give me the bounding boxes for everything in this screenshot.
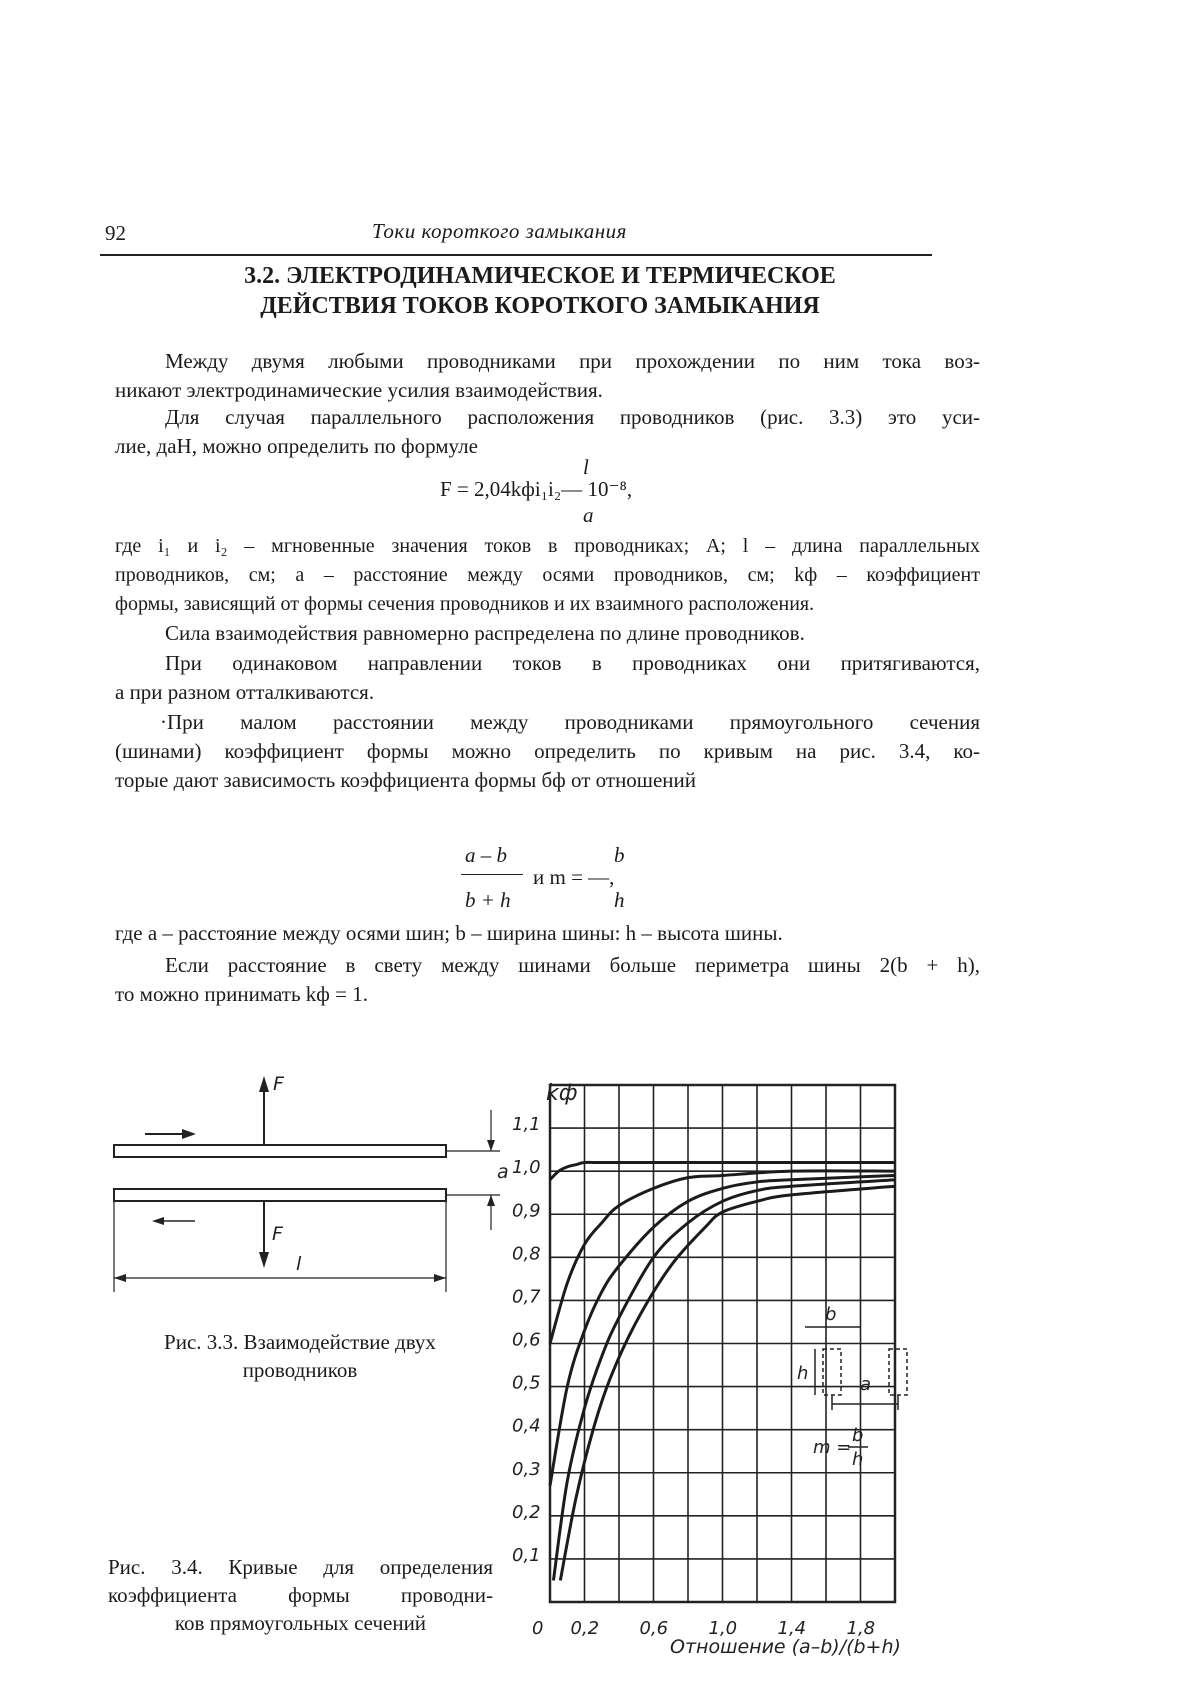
- running-title: Токи короткого замыкания: [372, 219, 627, 243]
- inset-bus-right: [889, 1349, 907, 1395]
- y-tick-label: 0,5: [512, 1372, 541, 1394]
- header-rule: [100, 254, 932, 256]
- section-title-line-2: ДЕЙСТВИЯ ТОКОВ КОРОТКОГО ЗАМЫКАНИЯ: [260, 293, 820, 319]
- label-force-top: F: [273, 1073, 284, 1095]
- label-length-l: l: [296, 1253, 302, 1275]
- inset-label-b: b: [825, 1304, 837, 1325]
- dim-a-arrow-top: [487, 1140, 495, 1151]
- formula-2-denominator-2: h: [614, 888, 625, 912]
- paragraph-2: [115, 403, 980, 461]
- y-tick-label: 0,9: [512, 1200, 541, 1222]
- curve-4: [553, 1180, 895, 1581]
- conductor-top: [114, 1145, 446, 1157]
- paragraph-3: [115, 532, 980, 619]
- current-arrowhead-bottom: [152, 1217, 164, 1225]
- inset-formula-h: h: [852, 1449, 864, 1470]
- inset-formula-m: m =: [813, 1437, 852, 1458]
- figure-3-4-caption: [108, 1553, 493, 1637]
- x-tick-label: 1,0: [708, 1618, 738, 1639]
- paragraph-2-line-2: лие, даН, можно определить по формуле: [115, 434, 478, 458]
- y-tick-label: 0,6: [512, 1329, 541, 1351]
- paragraph-3-line-1: где i₁ и i₂ – мгновенные значения токов в проводниках; А; l – длина параллельных: [115, 535, 980, 557]
- x-tick-label: 0: [532, 1618, 544, 1639]
- paragraph-7: [115, 919, 980, 948]
- x-tick-label: 1,8: [846, 1618, 876, 1639]
- paragraph-3-line-2: проводников, см; a – расстояние между осями проводников, см; kф – коэффициент: [115, 564, 980, 586]
- paragraph-8-line-1: Если расстояние в свету между шинами больше периметра шины 2(b + h),: [165, 953, 980, 977]
- formula-2-middle: и m = —,: [533, 865, 615, 889]
- figure-3-3-caption-line-2: проводников: [242, 1358, 358, 1382]
- y-tick-label: 0,3: [512, 1458, 541, 1480]
- section-title-line-1: 3.2. ЭЛЕКТРОДИНАМИЧЕСКОЕ И ТЕРМИЧЕСКОЕ: [244, 263, 836, 289]
- x-tick-label: 0,6: [639, 1618, 669, 1639]
- y-tick-label: 0,1: [512, 1544, 541, 1566]
- dim-l-arrow-right: [434, 1274, 446, 1282]
- figure-3-4-caption-line-1: Рис. 3.4. Кривые для определения: [108, 1555, 493, 1579]
- formula-1-a: a: [583, 503, 594, 527]
- formula-1-l: l: [583, 455, 589, 479]
- paragraph-5-line-1: При одинаковом направлении токов в проводниках они притягиваются,: [165, 651, 980, 675]
- x-tick-label: 1,4: [777, 1618, 807, 1639]
- formula-1-main: F = 2,04kфi₁i₂— 10⁻⁸,: [440, 477, 633, 501]
- inset-label-a: a: [860, 1374, 872, 1395]
- paragraph-8-line-2: то можно принимать kф = 1.: [115, 982, 368, 1006]
- label-distance-a: a: [497, 1161, 509, 1183]
- paragraph-6: [115, 708, 980, 795]
- cross-section-inset: [805, 1327, 907, 1410]
- paragraph-2-line-1: Для случая параллельного расположения проводников (рис. 3.3) это уси-: [165, 405, 980, 429]
- y-tick-label: 0,8: [512, 1243, 541, 1265]
- formula-2-fraction-bar-1: [461, 874, 523, 875]
- force-arrowhead-up: [259, 1076, 269, 1092]
- dim-l-arrow-left: [114, 1274, 126, 1282]
- conductor-bottom: [114, 1189, 446, 1201]
- figure-3-4-caption-line-3: ков прямоугольных сечений: [174, 1611, 427, 1635]
- paragraph-6-line-1: ·При малом расстоянии между проводниками прямоугольного сечения: [160, 710, 980, 734]
- figure-3-3-diagram: [100, 1070, 520, 1305]
- formula-2-denominator-1: b + h: [465, 888, 511, 912]
- paragraph-7-line-1: где a – расстояние между осями шин; b – ширина шины: h – высота шины.: [115, 921, 783, 945]
- paragraph-4-line-1: Сила взаимодействия равномерно распределена по длине проводников.: [165, 621, 805, 645]
- paragraph-6-line-3: торые дают зависимость коэффициента формы бф от отношений: [115, 768, 697, 792]
- paragraph-8: [115, 951, 980, 1009]
- curve-5: [560, 1186, 895, 1580]
- y-tick-label: 0,7: [512, 1286, 541, 1308]
- paragraph-1: [115, 347, 980, 405]
- force-arrowhead-down: [259, 1252, 269, 1268]
- x-axis-label: Отношение (a–b)/(b+h): [670, 1636, 901, 1658]
- y-tick-label: 1,0: [512, 1157, 541, 1179]
- y-tick-label: 1,1: [512, 1114, 541, 1136]
- page-number: 92: [105, 221, 126, 245]
- figure-3-3-caption-line-1: Рис. 3.3. Взаимодействие двух: [164, 1330, 436, 1354]
- paragraph-1-line-1: Между двумя любыми проводниками при прохождении по ним тока воз-: [165, 349, 980, 373]
- paragraph-6-line-2: (шинами) коэффициент формы можно определить по кривым на рис. 3.4, ко-: [115, 739, 980, 763]
- figure-3-4-chart: [512, 1070, 1000, 1680]
- label-force-bottom: F: [272, 1223, 283, 1245]
- figure-3-3-caption: [110, 1328, 490, 1384]
- x-tick-label: 0,2: [570, 1618, 600, 1639]
- y-axis-label: kф: [546, 1081, 578, 1106]
- figure-3-4-caption-line-2: коэффициента формы проводни-: [108, 1583, 493, 1607]
- paragraph-4: [115, 619, 980, 648]
- paragraph-5: [115, 649, 980, 707]
- inset-formula-b: b: [852, 1425, 864, 1446]
- dim-a-arrow-bottom: [487, 1195, 495, 1206]
- y-tick-label: 0,2: [512, 1501, 541, 1523]
- paragraph-5-line-2: а при разном отталкиваются.: [115, 680, 375, 704]
- paragraph-3-line-3: формы, зависящий от формы сечения проводников и их взаимного расположения.: [115, 593, 815, 615]
- inset-label-h: h: [797, 1363, 809, 1384]
- paragraph-1-line-2: никают электродинамические усилия взаимодействия.: [115, 378, 603, 402]
- y-tick-label: 0,4: [512, 1415, 541, 1437]
- formula-2-numerator-1: a – b: [465, 843, 507, 867]
- formula-2-numerator-2: b: [614, 843, 625, 867]
- current-arrowhead-top: [182, 1129, 196, 1139]
